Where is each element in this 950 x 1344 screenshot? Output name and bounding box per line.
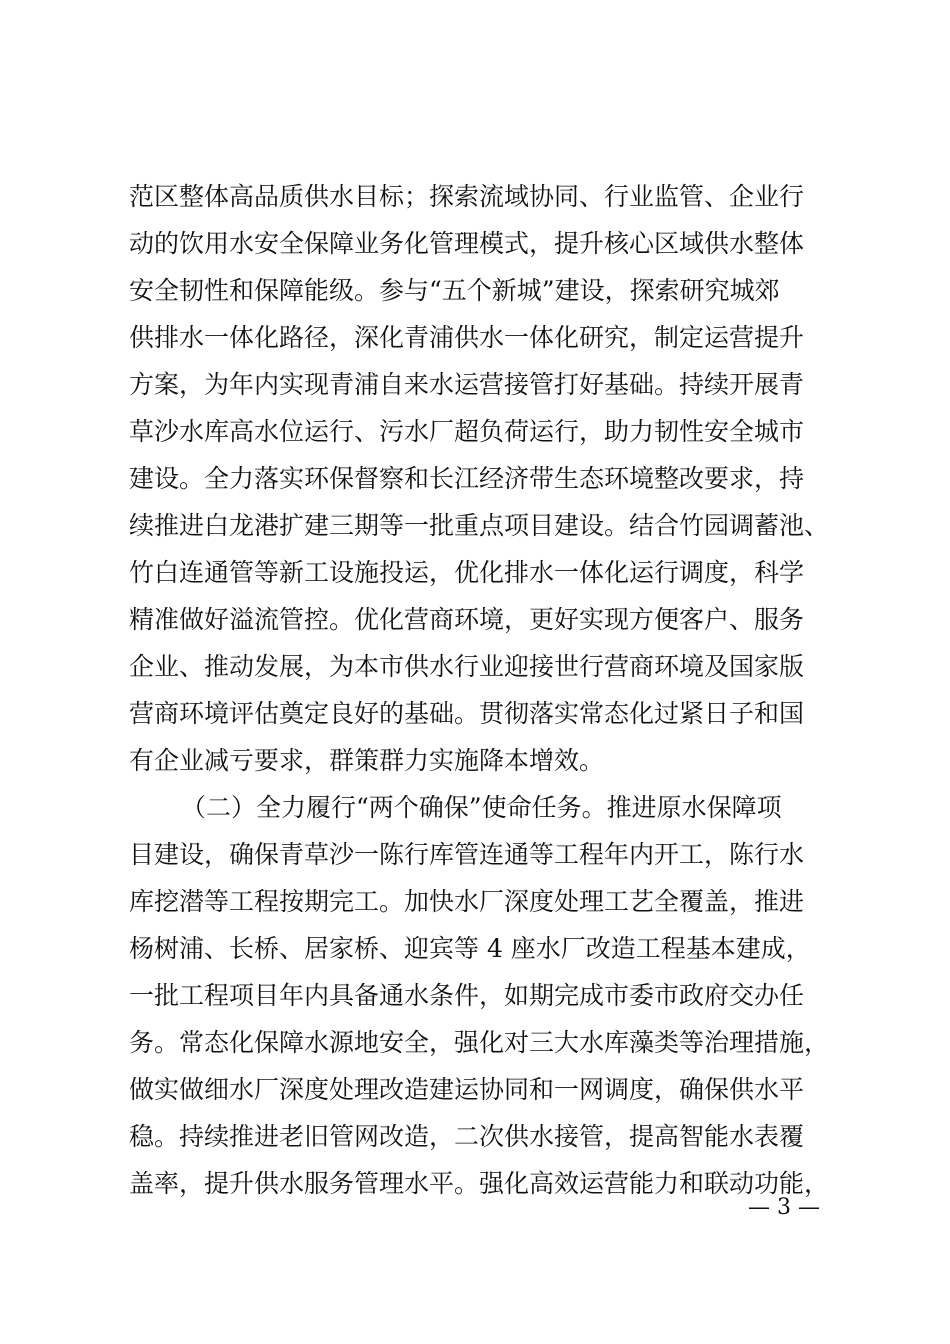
text-line-7: 建设。全力落实环保督察和长江经济带生态环境整改要求，持 [129,464,805,493]
text-line-15: 目建设，确保青草沙一陈行库管连通等工程年内开工，陈行水 [129,840,805,869]
text-line-17: 杨树浦、长桥、居家桥、迎宾等 4 座水厂改造工程基本建成， [129,934,811,963]
text-line-2: 动的饮用水安全保障业务化管理模式，提升核心区域供水整体 [129,229,805,258]
text-line-21: 稳。持续推进老旧管网改造，二次供水接管，提高智能水表覆 [129,1122,805,1151]
text-line-1: 范区整体高品质供水目标；探索流域协同、行业监管、企业行 [129,182,805,211]
text-line-8: 续推进白龙港扩建三期等一批重点项目建设。结合竹园调蓄池、 [129,511,830,540]
text-line-11: 企业、推动发展，为本市供水行业迎接世行营商环境及国家版 [129,652,805,681]
text-line-13: 有企业减亏要求，群策群力实施降本增效。 [129,746,605,775]
page-number: — 3 — [748,1195,820,1220]
text-line-19: 务。常态化保障水源地安全，强化对三大水库藻类等治理措施， [129,1028,830,1057]
text-line-20: 做实做细水厂深度处理改造建运协同和一网调度，确保供水平 [129,1075,805,1104]
section-heading-line: （二）全力履行“两个确保”使命任务。推进原水保障项 [181,793,782,822]
text-line-6: 草沙水库高水位运行、污水厂超负荷运行，助力韧性安全城市 [129,417,805,446]
text-line-10: 精准做好溢流管控。优化营商环境，更好实现方便客户、服务 [129,605,805,634]
text-line-3: 安全韧性和保障能级。参与“五个新城”建设，探索研究城郊 [129,276,780,305]
text-line-5: 方案，为年内实现青浦自来水运营接管打好基础。持续开展青 [129,370,805,399]
text-line-12: 营商环境评估奠定良好的基础。贯彻落实常态化过紧日子和国 [129,699,805,728]
text-line-4: 供排水一体化路径，深化青浦供水一体化研究，制定运营提升 [129,323,805,352]
text-line-9: 竹白连通管等新工设施投运，优化排水一体化运行调度，科学 [129,558,805,587]
text-line-18: 一批工程项目年内具备通水条件，如期完成市委市政府交办任 [129,981,805,1010]
text-line-22: 盖率，提升供水服务管理水平。强化高效运营能力和联动功能， [129,1169,830,1198]
text-line-16: 库挖潜等工程按期完工。加快水厂深度处理工艺全覆盖，推进 [129,887,805,916]
